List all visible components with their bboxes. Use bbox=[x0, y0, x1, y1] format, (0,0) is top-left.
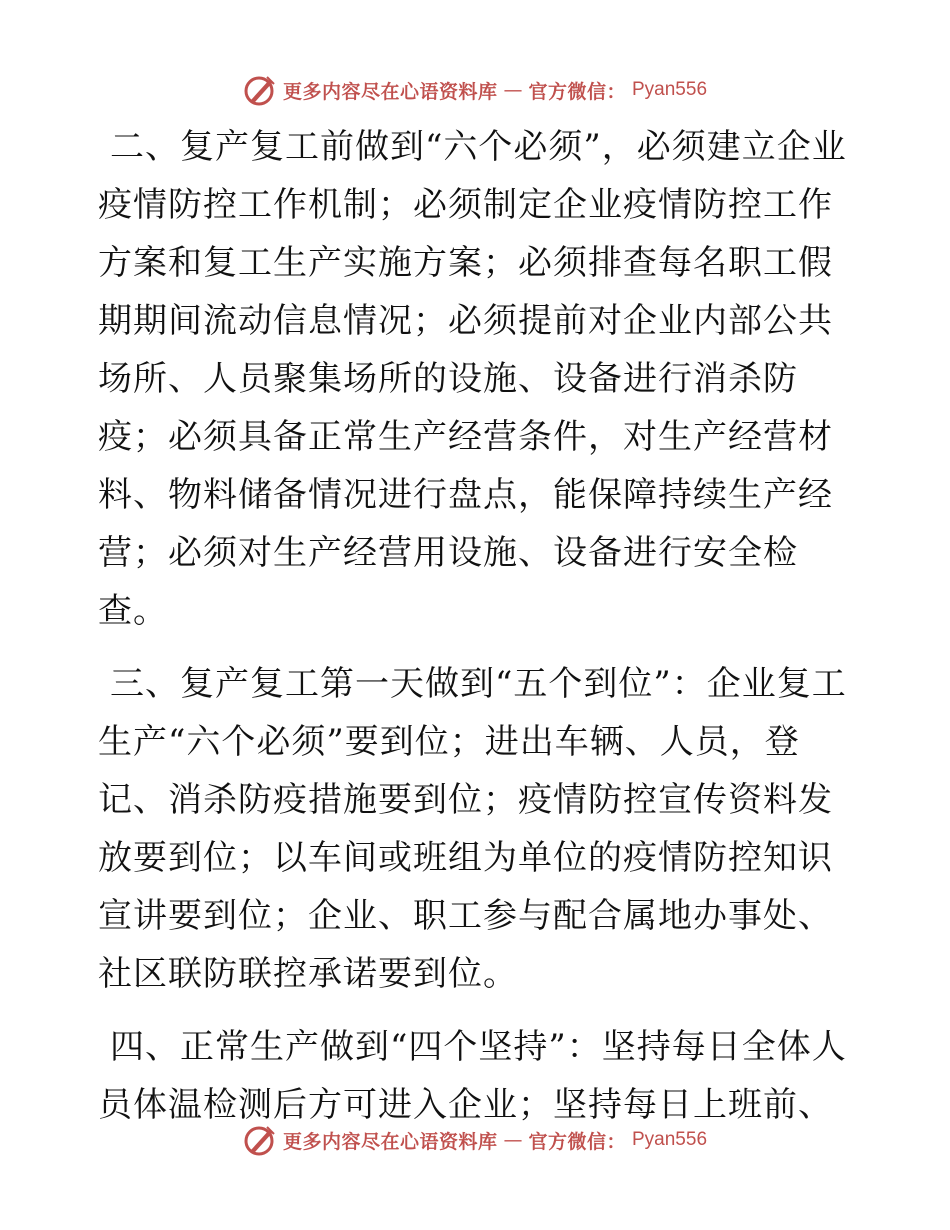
quill-seal-logo-icon bbox=[243, 1123, 277, 1157]
paragraph-two: 二、复产复工前做到“六个必须”，必须建立企业疫情防控工作机制；必须制定企业疫情防控工作方案和复工生产实施方案；必须排查每名职工假期期间流动信息情况；必须提前对企业内部公共场所、人员聚集场所的设施、设备进行消杀防疫；必须具备正常生产经营条件，对生产经营材料、物料储备情况进行盘点，能保障持续生产经营；必须对生产经营用设施、设备进行安全检查。 bbox=[98, 127, 847, 631]
paragraph-four: 四、正常生产做到“四个坚持”：坚持每日全体人员体温检测后方可进入企业；坚持每日上班前、 bbox=[98, 1027, 847, 1125]
watermark-account-id: Pyan556 bbox=[632, 1129, 708, 1150]
watermark-account-label: 官方微信： bbox=[528, 1130, 626, 1153]
document-body bbox=[98, 118, 850, 1149]
quill-seal-logo-icon bbox=[243, 73, 277, 107]
paragraph-three: 三、复产复工第一天做到“五个到位”：企业复工生产“六个必须”要到位；进出车辆、人员，登记、消杀防疫措施要到位；疫情防控宣传资料发放要到位；以车间或班组为单位的疫情防控知识宣讲要到位；企业、职工参与配合属地办事处、社区联防联控承诺要到位。 bbox=[98, 664, 847, 994]
watermark-text: 更多内容尽在心语资料库 bbox=[282, 80, 498, 103]
footer-watermark bbox=[0, 1120, 950, 1160]
watermark-separator: — bbox=[503, 1129, 523, 1151]
watermark-account-id: Pyan556 bbox=[632, 79, 708, 100]
watermark-text: 更多内容尽在心语资料库 bbox=[282, 1130, 498, 1153]
header-watermark bbox=[0, 70, 950, 110]
watermark-account-label: 官方微信： bbox=[528, 80, 626, 103]
watermark-separator: — bbox=[503, 79, 523, 101]
